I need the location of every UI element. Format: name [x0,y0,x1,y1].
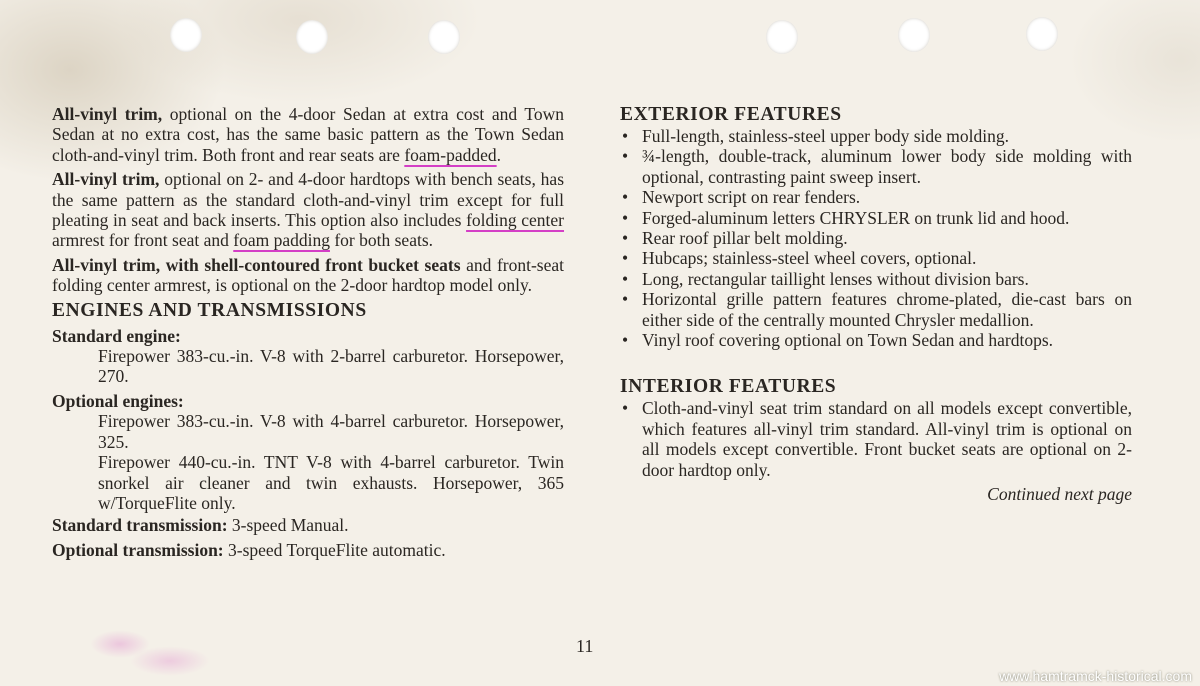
pink-stain [130,646,210,676]
continued-note: Continued next page [987,484,1132,505]
binder-hole [428,20,460,54]
interior-list [620,398,1132,480]
trim-text: optional on the 4-door Sedan at extra cost and Town Sedan at no extra cost, has the same basic pattern as the Town Sedan cloth-and-vinyl trim. Both front and rear seats are [52,104,564,165]
trim-lead: All-vinyl trim, [52,104,163,124]
list-item: • Newport script on rear fenders. [620,187,1132,207]
interior-heading: INTERIOR FEATURES [620,376,837,398]
list-item: • Vinyl roof covering optional on Town Sedan and hardtops. [620,330,1132,350]
standard-transmission [52,515,564,535]
watermark: www.hamtramck-historical.com [999,668,1192,684]
list-item: • Forged-aluminum letters CHRYSLER on trunk lid and hood. [620,208,1132,228]
trim-text: optional on 2- and 4-door hardtops with bench seats, has the same pattern as the standard cloth-and-vinyl trim except for full pleating in seat and back inserts. This option also includes [52,169,565,231]
std-trans-text: 3-speed Manual. [231,515,349,536]
list-item: • Cloth-and-vinyl seat trim standard on all models except convertible, which features all-vinyl trim standard. All-vinyl trim is optional on all models except convertible. Front bucket seats are optional on 2-door hardtop only. [620,398,1132,480]
engines-heading: ENGINES AND TRANSMISSIONS [52,299,367,321]
optional-engines-label: Optional engines: [52,390,184,411]
list-item: • Rear roof pillar belt molding. [620,228,1132,248]
standard-engine-label: Standard engine: [52,325,181,346]
trim-text: armrest for front seat and [52,230,234,251]
opt-trans-label: Optional transmission: [52,539,224,560]
punctuation: . [496,144,502,165]
highlighted-phrase: foam-padded [404,144,497,165]
trim-text: for both seats. [329,230,434,251]
binder-hole [1026,17,1058,51]
list-item: • Horizontal grille pattern features chrome-plated, die-cast bars on either side of the centrally mounted Chrysler medallion. [620,289,1132,330]
right-column [620,104,1132,505]
trim-lead: All-vinyl trim, [52,169,160,190]
opt-trans-text: 3-speed TorqueFlite automatic. [228,539,446,560]
binder-hole [766,20,798,54]
trim-lead: All-vinyl trim, with shell-contoured front bucket seats [52,254,461,275]
list-item: • ¾-length, double-track, aluminum lower body side molding with optional, contrasting paint sweep insert. [620,146,1132,187]
standard-engine-text: Firepower 383-cu.-in. V-8 with 2-barrel carburetor. Horsepower, 270. [98,346,564,387]
optional-engine-2: Firepower 440-cu.-in. TNT V-8 with 4-barrel carburetor. Twin snorkel air cleaner and twin exhausts. Horsepower, 365 w/TorqueFlite only. [98,452,564,513]
optional-engine-1: Firepower 383-cu.-in. V-8 with 4-barrel carburetor. Horsepower, 325. [98,411,564,452]
exterior-list [620,126,1132,350]
trim-paragraph-1 [52,104,564,165]
list-item: • Full-length, stainless-steel upper body side molding. [620,126,1132,146]
binder-hole [296,20,328,54]
trim-text: and front-seat folding center armrest, is optional on the 2-door hardtop model only. [52,254,564,296]
std-trans-label: Standard transmission: [52,515,228,536]
page-number: 11 [576,636,594,656]
trim-paragraph-2 [52,169,564,251]
list-item: • Long, rectangular taillight lenses without division bars. [620,269,1132,289]
binder-hole [898,18,930,52]
optional-transmission [52,540,564,560]
list-item: • Hubcaps; stainless-steel wheel covers, optional. [620,248,1132,268]
exterior-heading: EXTERIOR FEATURES [620,104,842,125]
left-column [52,104,564,560]
trim-paragraph-3 [52,255,564,296]
highlighted-phrase: foam padding [233,230,330,251]
highlighted-phrase: folding center [466,210,565,231]
binder-hole [170,18,202,52]
